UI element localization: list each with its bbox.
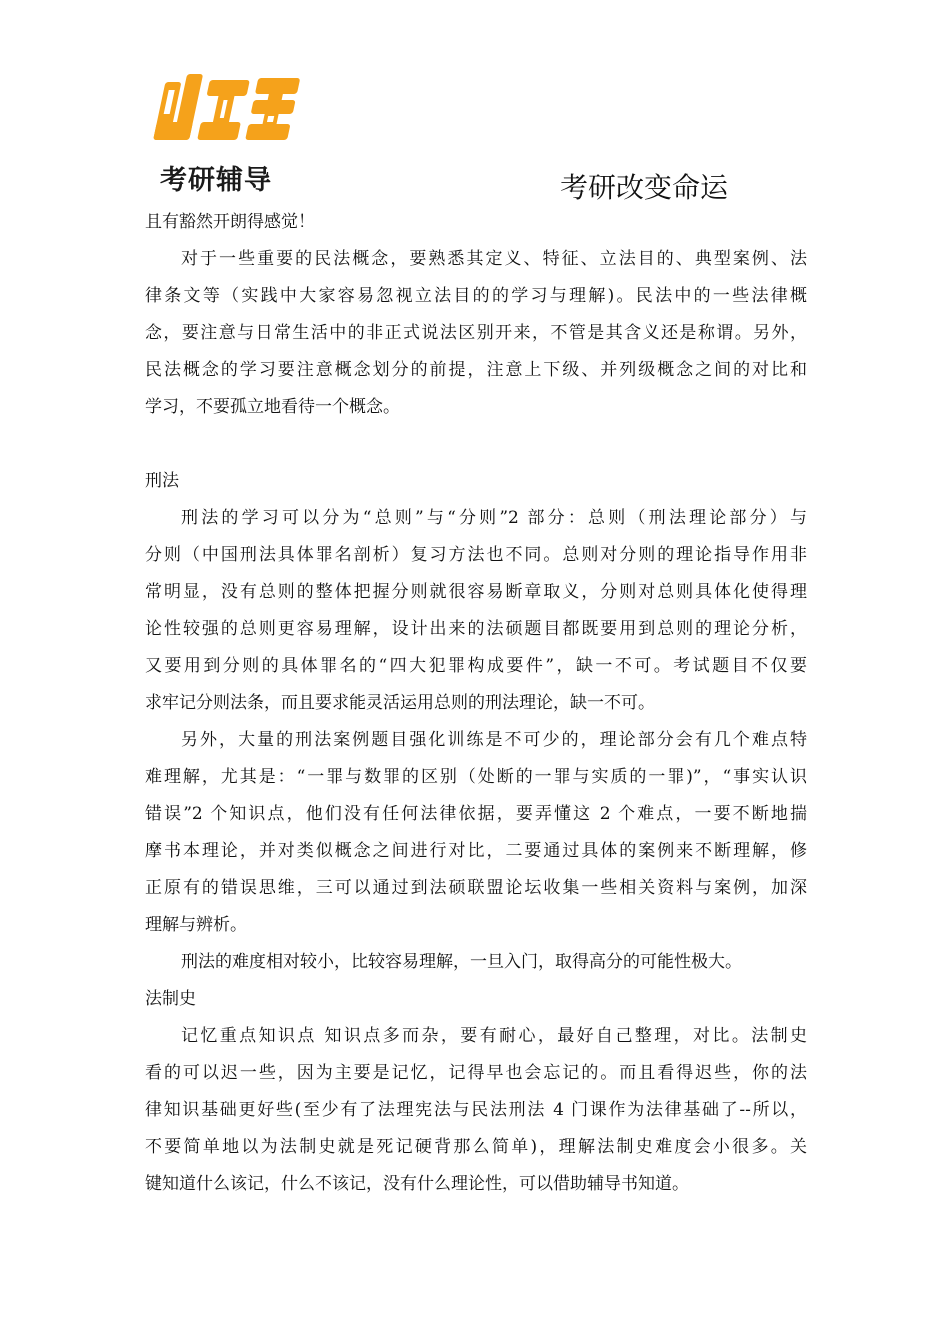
paragraph-line: 看的可以迟一些，因为主要是记忆，记得早也会忘记的。而且看得迟些，你的法 [145, 1063, 807, 1083]
paragraph-line: 学习，不要孤立地看待一个概念。 [145, 397, 400, 417]
header-slogan: 考研改变命运 [560, 171, 729, 204]
paragraph-line: 刑法的学习可以分为“总则”与“分则”2 部分：总则（刑法理论部分）与 [181, 508, 807, 528]
paragraph-line: 且有豁然开朗得感觉！ [145, 212, 315, 232]
paragraph-line: 民法概念的学习要注意概念划分的前提，注意上下级、并列级概念之间的对比和 [145, 360, 807, 380]
paragraph-line: 理解与辨析。 [145, 915, 247, 935]
blank-line [145, 426, 807, 463]
paragraph-line: 不要简单地以为法制史就是死记硬背那么简单)，理解法制史难度会小很多。关 [145, 1137, 807, 1157]
logo-mark-icon [148, 70, 308, 160]
paragraph-line: 论性较强的总则更容易理解，设计出来的法硕题目都既要用到总则的理论分析， [145, 619, 807, 639]
paragraph-line: 键知道什么该记，什么不该记，没有什么理论性，可以借助辅导书知道。 [145, 1174, 689, 1194]
paragraph-line: 记忆重点知识点 知识点多而杂，要有耐心，最好自己整理，对比。法制史 [181, 1026, 807, 1046]
paragraph-line: 摩书本理论，并对类似概念之间进行对比，二要通过具体的案例来不断理解，修 [145, 841, 807, 861]
section-heading-legal-history: 法制史 [145, 989, 196, 1009]
paragraph-line: 律知识基础更好些(至少有了法理宪法与民法刑法 4 门课作为法律基础了--所以， [145, 1100, 807, 1120]
document-body [145, 204, 807, 1203]
paragraph-line: 错误”2 个知识点，他们没有任何法律依据，要弄懂这 2 个难点，一要不断地揣 [145, 804, 807, 824]
paragraph-line: 常明显，没有总则的整体把握分则就很容易断章取义，分则对总则具体化使得理 [145, 582, 807, 602]
paragraph-line: 对于一些重要的民法概念，要熟悉其定义、特征、立法目的、典型案例、法 [181, 249, 807, 269]
paragraph-line: 求牢记分则法条，而且要求能灵活运用总则的刑法理论，缺一不可。 [145, 693, 655, 713]
paragraph-line: 难理解，尤其是：“一罪与数罪的区别（处断的一罪与实质的一罪)”，“事实认识 [145, 767, 807, 787]
paragraph-line: 正原有的错误思维，三可以通过到法硕联盟论坛收集一些相关资料与案例，加深 [145, 878, 807, 898]
section-heading-criminal-law: 刑法 [145, 471, 179, 491]
kaicheng-logo [148, 70, 308, 200]
paragraph-line: 分则（中国刑法具体罪名剖析）复习方法也不同。总则对分则的理论指导作用非 [145, 545, 807, 565]
paragraph-line: 律条文等（实践中大家容易忽视立法目的的学习与理解)。民法中的一些法律概 [145, 286, 807, 306]
paragraph-line: 另外，大量的刑法案例题目强化训练是不可少的，理论部分会有几个难点特 [181, 730, 807, 750]
paragraph-line: 又要用到分则的具体罪名的“四大犯罪构成要件”，缺一不可。考试题目不仅要 [145, 656, 807, 676]
logo-subtitle: 考研辅导 [160, 165, 272, 196]
paragraph-line: 刑法的难度相对较小，比较容易理解，一旦入门，取得高分的可能性极大。 [181, 952, 742, 972]
paragraph-line: 念，要注意与日常生活中的非正式说法区别开来，不管是其含义还是称谓。另外， [145, 323, 807, 343]
